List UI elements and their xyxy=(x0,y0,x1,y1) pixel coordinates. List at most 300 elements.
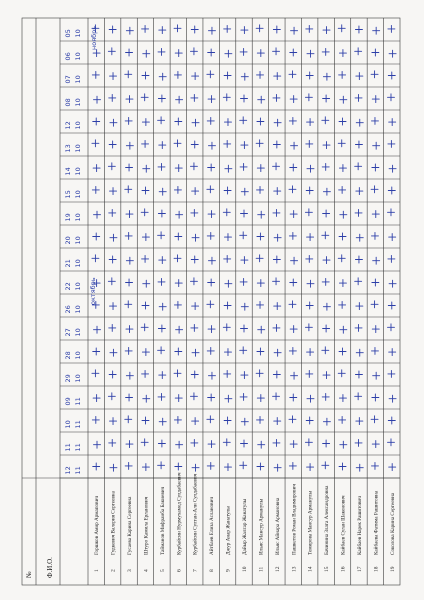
attendance-mark xyxy=(174,25,181,32)
attendance-mark xyxy=(389,165,396,172)
attendance-mark xyxy=(241,257,248,264)
month-note-november: ноябрь xyxy=(90,25,98,50)
attendance-mark xyxy=(241,142,248,149)
attendance-mark xyxy=(389,349,396,356)
attendance-mark xyxy=(223,94,230,101)
attendance-mark xyxy=(191,324,198,331)
student-number: 7 xyxy=(192,569,199,572)
attendance-mark xyxy=(388,187,395,194)
student-name: Кайбаев Сулан Шакенович xyxy=(340,495,347,555)
date-day: 28 xyxy=(64,351,72,360)
header-name: Ф.И.О. xyxy=(46,557,54,578)
attendance-mark xyxy=(388,72,395,79)
attendance-mark xyxy=(273,48,280,55)
attendance-mark xyxy=(323,188,330,195)
attendance-mark xyxy=(191,256,198,263)
attendance-mark xyxy=(223,209,230,216)
attendance-mark xyxy=(142,187,149,194)
attendance-mark xyxy=(257,280,264,287)
attendance-mark xyxy=(158,163,165,170)
attendance-mark xyxy=(241,418,248,425)
attendance-mark xyxy=(387,209,394,216)
attendance-mark xyxy=(306,140,313,147)
attendance-mark xyxy=(323,73,330,80)
attendance-mark xyxy=(372,279,379,286)
attendance-mark xyxy=(387,94,394,101)
attendance-mark xyxy=(93,395,100,402)
student-number: 3 xyxy=(127,569,134,572)
attendance-mark xyxy=(175,463,182,470)
attendance-mark xyxy=(110,464,117,471)
attendance-mark xyxy=(355,163,362,170)
header-number: № xyxy=(25,571,33,578)
attendance-mark xyxy=(274,73,281,80)
attendance-mark xyxy=(305,324,312,331)
attendance-mark xyxy=(174,301,181,308)
attendance-mark xyxy=(224,464,231,471)
attendance-mark xyxy=(141,209,148,216)
attendance-mark xyxy=(290,211,297,218)
date-month: 10 xyxy=(74,167,82,176)
attendance-mark xyxy=(190,278,197,285)
attendance-mark xyxy=(307,234,314,241)
student-number: 11 xyxy=(258,566,265,572)
student-name: Джур Анар Жанатулы xyxy=(225,506,232,555)
attendance-mark xyxy=(207,232,214,239)
attendance-mark xyxy=(126,441,133,448)
attendance-mark xyxy=(191,209,198,216)
attendance-mark xyxy=(208,211,215,218)
date-month: 11 xyxy=(74,443,82,452)
date-month: 10 xyxy=(74,305,82,314)
attendance-mark xyxy=(371,117,378,124)
attendance-mark xyxy=(289,186,296,193)
attendance-mark xyxy=(240,347,247,354)
student-number: 8 xyxy=(209,569,216,572)
attendance-mark xyxy=(388,25,395,32)
attendance-mark xyxy=(142,72,149,79)
attendance-mark xyxy=(388,140,395,147)
attendance-mark xyxy=(240,163,247,170)
attendance-mark xyxy=(191,439,198,446)
attendance-mark xyxy=(125,186,132,193)
student-name: Штуро Камила Ерланович xyxy=(143,496,150,555)
attendance-mark xyxy=(305,439,312,446)
attendance-mark xyxy=(141,324,148,331)
attendance-mark xyxy=(207,462,214,469)
attendance-mark xyxy=(241,303,248,310)
date-month: 11 xyxy=(74,466,82,475)
attendance-mark xyxy=(175,280,182,287)
date-day: 27 xyxy=(64,328,72,337)
date-day: 06 xyxy=(64,52,72,61)
attendance-mark xyxy=(240,462,247,469)
attendance-mark xyxy=(94,211,101,218)
attendance-mark xyxy=(158,278,165,285)
attendance-mark xyxy=(174,71,181,78)
attendance-mark xyxy=(322,393,329,400)
attendance-mark xyxy=(290,279,297,286)
student-number: 13 xyxy=(291,566,298,572)
student-number: 4 xyxy=(143,569,150,572)
attendance-mark xyxy=(192,234,199,241)
student-name: Курбайсин Нурмухамед Сулдабаевич xyxy=(176,472,183,555)
attendance-mark xyxy=(110,418,117,425)
attendance-mark xyxy=(126,27,133,34)
attendance-mark xyxy=(339,301,346,308)
attendance-mark xyxy=(389,464,396,471)
attendance-mark xyxy=(176,96,183,103)
attendance-mark xyxy=(191,94,198,101)
attendance-mark xyxy=(323,418,330,425)
attendance-mark xyxy=(109,439,116,446)
date-day: 09 xyxy=(64,397,72,406)
attendance-mark xyxy=(159,142,166,149)
attendance-mark xyxy=(241,95,248,102)
attendance-mark xyxy=(257,301,264,308)
attendance-mark xyxy=(356,303,363,310)
date-day: 29 xyxy=(64,374,72,383)
attendance-mark xyxy=(125,301,132,308)
attendance-mark xyxy=(190,163,197,170)
attendance-mark xyxy=(322,163,329,170)
attendance-mark xyxy=(207,347,214,354)
attendance-mark xyxy=(273,141,280,148)
attendance-mark xyxy=(323,95,330,102)
attendance-mark xyxy=(109,324,116,331)
attendance-mark xyxy=(389,280,396,287)
attendance-mark xyxy=(339,348,346,355)
attendance-mark xyxy=(289,232,296,239)
attendance-mark xyxy=(191,26,198,33)
date-day: 22 xyxy=(64,282,72,291)
attendance-mark xyxy=(207,416,214,423)
student-name: Пашкетов Роман Владимирович xyxy=(291,484,298,555)
attendance-mark xyxy=(323,303,330,310)
attendance-mark xyxy=(109,141,116,148)
attendance-mark xyxy=(142,417,149,424)
attendance-mark xyxy=(258,326,265,333)
attendance-mark xyxy=(224,349,231,356)
attendance-mark xyxy=(273,256,280,263)
attendance-mark xyxy=(92,370,99,377)
attendance-mark xyxy=(322,48,329,55)
attendance-mark xyxy=(224,25,231,32)
attendance-mark xyxy=(323,210,330,217)
attendance-mark xyxy=(125,232,132,239)
attendance-mark xyxy=(224,234,231,241)
attendance-mark xyxy=(388,370,395,377)
attendance-mark xyxy=(126,257,133,264)
attendance-mark xyxy=(274,464,281,471)
attendance-mark xyxy=(355,141,362,148)
attendance-mark xyxy=(208,96,215,103)
date-month: 10 xyxy=(74,213,82,222)
attendance-mark xyxy=(257,71,264,78)
attendance-mark xyxy=(338,25,345,32)
attendance-mark xyxy=(289,416,296,423)
attendance-mark xyxy=(274,303,281,310)
attendance-mark xyxy=(356,349,363,356)
attendance-mark xyxy=(224,417,231,424)
attendance-mark xyxy=(126,279,133,286)
attendance-mark xyxy=(241,440,248,447)
date-day: 26 xyxy=(64,305,72,314)
attendance-mark xyxy=(142,255,149,262)
attendance-mark xyxy=(224,140,231,147)
date-day: 12 xyxy=(64,121,72,130)
attendance-mark xyxy=(389,50,396,57)
attendance-mark xyxy=(207,117,214,124)
attendance-mark xyxy=(372,164,379,171)
attendance-mark xyxy=(306,370,313,377)
attendance-mark xyxy=(323,257,330,264)
attendance-mark xyxy=(192,418,199,425)
date-month: 10 xyxy=(74,282,82,291)
attendance-mark xyxy=(371,71,378,78)
attendance-mark xyxy=(256,370,263,377)
attendance-mark xyxy=(108,278,115,285)
attendance-mark xyxy=(257,395,264,402)
attendance-mark xyxy=(125,71,132,78)
attendance-mark xyxy=(339,186,346,193)
attendance-mark xyxy=(256,255,263,262)
attendance-mark xyxy=(175,348,182,355)
attendance-mark xyxy=(159,418,166,425)
attendance-mark xyxy=(306,72,313,79)
attendance-mark xyxy=(289,117,296,124)
attendance-mark xyxy=(241,325,248,332)
attendance-mark xyxy=(290,164,297,171)
student-number: 14 xyxy=(307,566,314,572)
attendance-mark xyxy=(241,210,248,217)
attendance-mark xyxy=(109,209,116,216)
attendance-mark xyxy=(93,165,100,172)
attendance-mark xyxy=(274,418,281,425)
attendance-mark xyxy=(93,463,100,470)
student-number: 9 xyxy=(225,569,232,572)
month-note-october: октябрь xyxy=(89,277,97,305)
attendance-mark xyxy=(306,25,313,32)
student-name: Темирова Мансур Арманулы xyxy=(307,491,314,555)
attendance-mark xyxy=(388,255,395,262)
attendance-mark xyxy=(256,25,263,32)
attendance-mark xyxy=(338,370,345,377)
attendance-mark xyxy=(176,441,183,448)
attendance-mark xyxy=(307,464,314,471)
attendance-mark xyxy=(208,257,215,264)
date-month: 10 xyxy=(74,52,82,61)
attendance-mark xyxy=(371,462,378,469)
student-name: Гудкевич Валерия Сергеевна xyxy=(110,491,117,555)
attendance-mark xyxy=(291,257,298,264)
student-name: Соколова Карина Сергеевна xyxy=(389,492,396,555)
attendance-mark xyxy=(142,140,149,147)
attendance-mark xyxy=(208,142,215,149)
student-number: 18 xyxy=(373,566,380,572)
attendance-mark xyxy=(208,326,215,333)
attendance-mark xyxy=(208,372,215,379)
attendance-mark xyxy=(355,393,362,400)
attendance-mark xyxy=(143,165,150,172)
attendance-mark xyxy=(158,440,165,447)
attendance-mark xyxy=(241,27,248,34)
student-number: 16 xyxy=(340,566,347,572)
date-month: 10 xyxy=(74,144,82,153)
attendance-mark xyxy=(274,119,281,126)
attendance-mark xyxy=(158,95,165,102)
date-month: 10 xyxy=(74,328,82,337)
attendance-mark xyxy=(159,372,166,379)
attendance-mark xyxy=(290,96,297,103)
attendance-mark xyxy=(174,255,181,262)
attendance-mark xyxy=(371,301,378,308)
attendance-mark xyxy=(290,326,297,333)
attendance-mark xyxy=(339,416,346,423)
attendance-mark xyxy=(224,187,231,194)
attendance-mark xyxy=(174,370,181,377)
attendance-mark xyxy=(306,255,313,262)
attendance-mark xyxy=(307,119,314,126)
attendance-mark xyxy=(143,395,150,402)
attendance-mark xyxy=(305,94,312,101)
attendance-mark xyxy=(207,71,214,78)
date-month: 10 xyxy=(74,98,82,107)
attendance-mark xyxy=(388,302,395,309)
attendance-mark xyxy=(92,186,99,193)
attendance-mark xyxy=(108,393,115,400)
attendance-mark xyxy=(274,349,281,356)
attendance-mark xyxy=(92,255,99,262)
attendance-mark xyxy=(109,94,116,101)
attendance-mark xyxy=(158,210,165,217)
attendance-mark xyxy=(371,186,378,193)
date-month: 10 xyxy=(74,121,82,130)
attendance-mark xyxy=(224,119,231,126)
attendance-mark xyxy=(273,163,280,170)
attendance-mark xyxy=(273,439,280,446)
attendance-mark xyxy=(208,279,215,286)
student-number: 2 xyxy=(110,569,117,572)
attendance-mark xyxy=(110,234,117,241)
attendance-mark xyxy=(322,347,329,354)
attendance-mark xyxy=(225,165,232,172)
attendance-mark xyxy=(257,50,264,57)
attendance-mark xyxy=(240,278,247,285)
attendance-mark xyxy=(290,441,297,448)
attendance-mark xyxy=(355,48,362,55)
attendance-mark xyxy=(307,50,314,57)
attendance-mark xyxy=(159,27,166,34)
attendance-mark xyxy=(323,372,330,379)
attendance-mark xyxy=(371,347,378,354)
date-month: 10 xyxy=(74,29,82,38)
attendance-mark xyxy=(208,27,215,34)
attendance-mark xyxy=(192,349,199,356)
attendance-mark xyxy=(371,232,378,239)
attendance-mark xyxy=(240,48,247,55)
attendance-mark xyxy=(125,416,132,423)
student-name: Кайбаева Фатима Рашитовна xyxy=(373,490,380,555)
attendance-mark xyxy=(339,463,346,470)
attendance-mark xyxy=(126,326,133,333)
date-day: 21 xyxy=(64,259,72,268)
student-number: 10 xyxy=(242,566,248,572)
attendance-mark xyxy=(141,94,148,101)
attendance-mark xyxy=(125,117,132,124)
attendance-mark xyxy=(208,394,215,401)
attendance-mark xyxy=(372,394,379,401)
attendance-mark xyxy=(291,142,298,149)
attendance-mark xyxy=(158,117,165,124)
attendance-mark xyxy=(191,141,198,148)
attendance-mark xyxy=(273,278,280,285)
student-number: 19 xyxy=(389,566,396,572)
attendance-mark xyxy=(388,417,395,424)
attendance-mark xyxy=(126,211,133,218)
attendance-mark xyxy=(224,255,231,262)
attendance-mark xyxy=(126,164,133,171)
attendance-mark xyxy=(307,349,314,356)
attendance-mark xyxy=(158,462,165,469)
attendance-mark xyxy=(176,326,183,333)
attendance-mark xyxy=(142,234,149,241)
attendance-mark xyxy=(223,439,230,446)
attendance-mark xyxy=(224,302,231,309)
attendance-mark xyxy=(175,50,182,57)
date-day: 07 xyxy=(64,75,72,84)
attendance-mark xyxy=(126,142,133,149)
attendance-mark xyxy=(387,439,394,446)
attendance-mark xyxy=(373,372,380,379)
attendance-mark xyxy=(159,188,166,195)
attendance-mark xyxy=(338,255,345,262)
attendance-mark xyxy=(94,96,101,103)
attendance-mark xyxy=(355,26,362,33)
attendance-mark xyxy=(141,439,148,446)
student-number: 5 xyxy=(159,569,166,572)
date-day: 11 xyxy=(64,443,72,452)
attendance-mark xyxy=(307,165,314,172)
attendance-mark xyxy=(290,394,297,401)
attendance-mark xyxy=(273,209,280,216)
date-month: 10 xyxy=(74,190,82,199)
attendance-mark xyxy=(306,187,313,194)
student-number: 1 xyxy=(94,569,101,572)
attendance-mark xyxy=(225,280,232,287)
attendance-mark xyxy=(158,232,165,239)
attendance-mark xyxy=(223,324,230,331)
attendance-mark xyxy=(159,303,166,310)
attendance-mark xyxy=(355,94,362,101)
attendance-mark xyxy=(256,140,263,147)
attendance-mark xyxy=(241,188,248,195)
attendance-mark xyxy=(306,302,313,309)
attendance-mark xyxy=(356,119,363,126)
date-day: 20 xyxy=(64,236,72,245)
attendance-mark xyxy=(258,441,265,448)
date-day: 15 xyxy=(64,190,72,199)
date-month: 10 xyxy=(74,374,82,383)
attendance-mark xyxy=(340,96,347,103)
date-month: 10 xyxy=(74,351,82,360)
attendance-mark xyxy=(371,416,378,423)
attendance-mark xyxy=(142,370,149,377)
attendance-mark xyxy=(175,118,182,125)
student-name: Ильяс Мансур Арманулы xyxy=(258,498,265,555)
attendance-mark xyxy=(192,464,199,471)
attendance-mark xyxy=(175,165,182,172)
